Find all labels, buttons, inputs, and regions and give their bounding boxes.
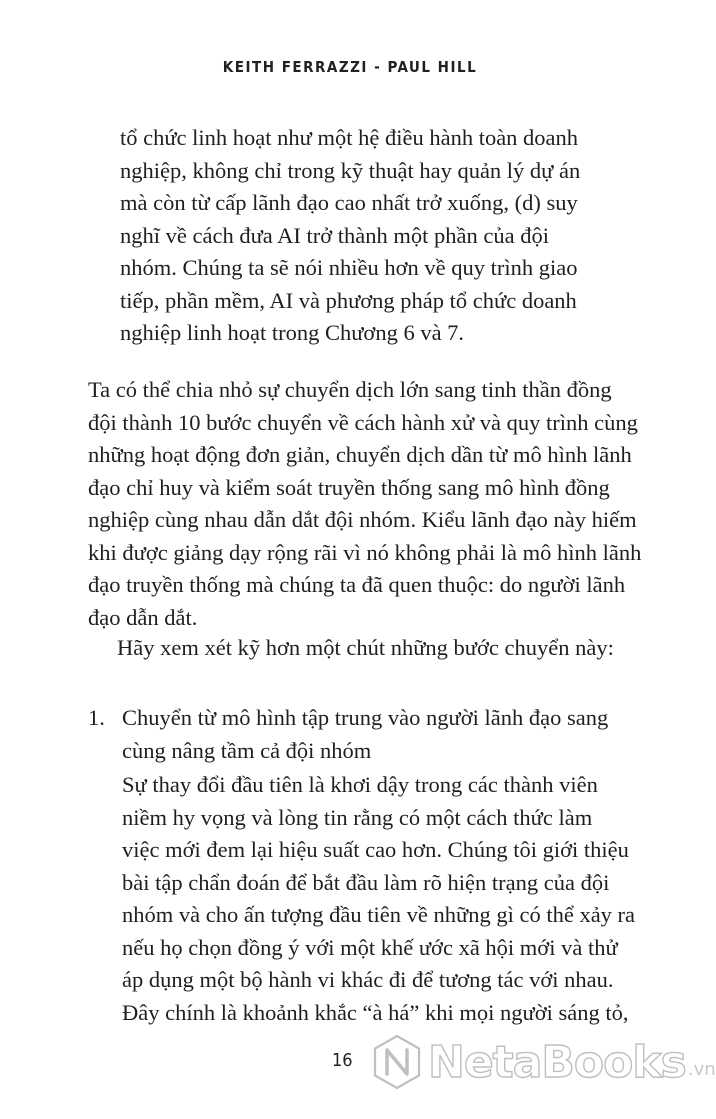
- paragraph-line: đạo chỉ huy và kiểm soát truyền thống sang mô hình đồng: [88, 474, 610, 500]
- paragraph-line: Đây chính là khoảnh khắc “à há” khi mọi người sáng tỏ,: [122, 999, 629, 1025]
- lead-in-paragraph: [117, 632, 614, 665]
- paragraph-line: đạo truyền thống mà chúng ta đã quen thuộc: do người lãnh: [88, 572, 626, 597]
- quote-line: nghĩ về cách đưa AI trở thành một phần của đội: [120, 222, 549, 248]
- paragraph-line: Sự thay đổi đầu tiên là khơi dậy trong các thành viên: [122, 772, 598, 797]
- paragraph-line: Hãy xem xét kỹ hơn một chút những bước chuyển này:: [117, 635, 614, 660]
- quote-line: nghiệp, không chỉ trong kỹ thuật hay quản lý dự án: [120, 157, 581, 183]
- indented-quote-block: [120, 122, 580, 350]
- quote-line: tổ chức linh hoạt như một hệ điều hành toàn doanh: [120, 125, 579, 150]
- list-item-number: 1.: [88, 705, 105, 730]
- body-paragraph: [88, 374, 641, 634]
- paragraph-line: việc mới đem lại hiệu suất cao hơn. Chúng tôi giới thiệu: [122, 837, 629, 862]
- watermark-suffix: .vn: [687, 1058, 716, 1080]
- heading-line: Chuyển từ mô hình tập trung vào người lãnh đạo sang: [122, 705, 609, 730]
- paragraph-line: áp dụng một bộ hành vi khác đi để tương tác với nhau.: [122, 967, 614, 992]
- paragraph-line: nếu họ chọn đồng ý với một khế ước xã hội mới và thử: [122, 934, 618, 960]
- paragraph-line: niềm hy vọng và lòng tin rằng có một cách thức làm: [122, 804, 593, 830]
- paragraph-line: nhóm và cho ấn tượng đầu tiên về những gì có thể xảy ra: [122, 902, 636, 927]
- heading-line: cùng nâng tầm cả đội nhóm: [122, 737, 372, 763]
- paragraph-line: nghiệp cùng nhau dẫn dắt đội nhóm. Kiểu lãnh đạo này hiếm: [88, 507, 637, 532]
- paragraph-line: những hoạt động đơn giản, chuyển dịch dần từ mô hình lãnh: [88, 442, 632, 467]
- n-hexagon-logo-icon: [372, 1034, 422, 1090]
- watermark-text: NetaBooks: [428, 1036, 686, 1088]
- quote-line: nhóm. Chúng ta sẽ nói nhiều hơn về quy trình giao: [120, 255, 578, 280]
- list-item-body: [122, 769, 635, 1029]
- paragraph-line: khi được giảng dạy rộng rãi vì nó không phải là mô hình lãnh: [88, 539, 642, 565]
- quote-line: tiếp, phần mềm, AI và phương pháp tổ chức doanh: [120, 287, 577, 313]
- paragraph-line: Ta có thể chia nhỏ sự chuyển dịch lớn sang tinh thần đồng: [88, 377, 612, 402]
- paragraph-line: đội thành 10 bước chuyển về cách hành xử và quy trình cùng: [88, 409, 638, 435]
- paragraph-line: đạo dẫn dắt.: [88, 604, 198, 630]
- quote-line: mà còn từ cấp lãnh đạo cao nhất trở xuống, (d) suy: [120, 190, 578, 215]
- running-head: KEITH FERRAZZI - PAUL HILL: [222, 58, 478, 76]
- paragraph-line: bài tập chẩn đoán để bắt đầu làm rõ hiện trạng của đội: [122, 869, 610, 895]
- list-item-heading: [122, 702, 608, 767]
- publisher-watermark: [372, 1034, 716, 1090]
- page-number: 16: [332, 1050, 353, 1071]
- quote-line: nghiệp linh hoạt trong Chương 6 và 7.: [120, 320, 465, 345]
